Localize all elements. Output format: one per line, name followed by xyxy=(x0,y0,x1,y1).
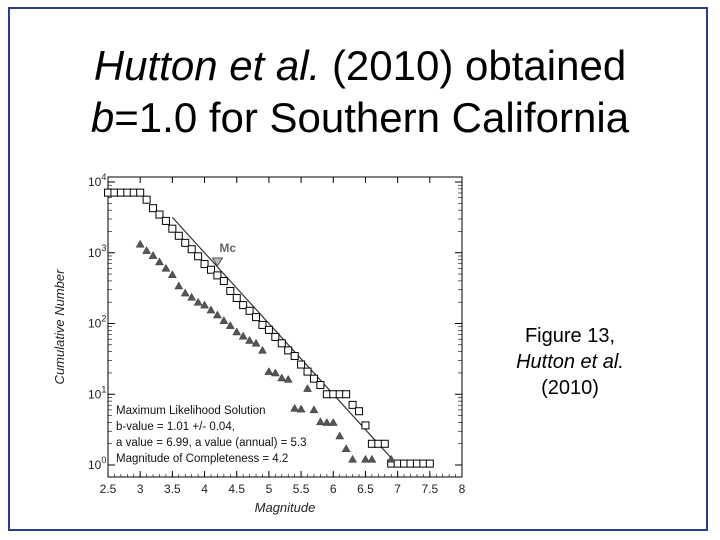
legend-line-2: b-value = 1.01 +/- 0.04, xyxy=(116,421,235,433)
data-point-square xyxy=(356,408,363,415)
x-tick-label: 2.5 xyxy=(99,482,117,496)
legend-line-1: Maximum Likelihood Solution xyxy=(116,405,266,417)
data-point-triangle xyxy=(284,375,292,382)
title-line-2-rest: =1.0 for Southern California xyxy=(114,94,630,141)
x-tick-label: 8 xyxy=(458,482,466,496)
data-point-triangle xyxy=(329,419,337,426)
data-point-triangle xyxy=(342,445,350,452)
mc-label: Mc xyxy=(219,240,237,255)
y-axis-label: Cumulative Number xyxy=(52,269,67,385)
data-point-square xyxy=(175,232,182,239)
data-point-square xyxy=(343,391,350,398)
data-point-square xyxy=(362,422,369,429)
x-tick-label: 6.5 xyxy=(357,482,374,496)
data-point-triangle xyxy=(258,346,266,353)
data-point-square xyxy=(227,287,234,294)
mc-marker xyxy=(212,258,222,266)
data-point-square xyxy=(298,361,305,368)
data-point-triangle xyxy=(349,455,357,462)
caption-line-3: (2010) xyxy=(541,377,599,399)
data-point-triangle xyxy=(188,293,196,300)
x-tick-label: 3.5 xyxy=(164,482,181,496)
legend-line-4: Magnitude of Completeness = 4.2 xyxy=(116,453,289,465)
data-point-square xyxy=(253,314,260,321)
data-point-square xyxy=(188,246,195,253)
x-tick-label: 5 xyxy=(265,482,273,496)
data-point-square xyxy=(278,340,285,347)
y-tick-label: $10^4$ xyxy=(88,172,107,189)
data-point-triangle xyxy=(387,455,395,462)
data-point-square xyxy=(304,368,311,375)
data-point-square xyxy=(381,440,388,447)
legend-line-3: a value = 6.99, a value (annual) = 5.3 xyxy=(116,437,307,449)
data-point-triangle xyxy=(316,418,324,425)
data-point-triangle xyxy=(155,258,163,265)
x-tick-label: 4 xyxy=(201,482,208,496)
data-point-triangle xyxy=(181,289,189,296)
y-tick-label: $10^0$ xyxy=(88,455,107,472)
y-tick-label: $10^1$ xyxy=(88,384,107,402)
x-tick-label: 4.5 xyxy=(228,482,246,496)
figure-caption xyxy=(500,323,640,401)
x-tick-label: 5.5 xyxy=(292,482,310,496)
data-point-square xyxy=(426,460,433,467)
title-line-1-rest: (2010) obtained xyxy=(320,42,627,89)
data-point-triangle xyxy=(304,385,312,392)
y-tick-label: $10^2$ xyxy=(88,313,107,331)
data-point-square xyxy=(143,196,150,203)
data-point-square xyxy=(162,217,169,224)
data-point-triangle xyxy=(162,264,170,271)
x-tick-label: 7 xyxy=(394,482,401,496)
title-line-2-italic: b xyxy=(90,94,115,141)
data-point-triangle xyxy=(233,328,241,335)
data-point-triangle xyxy=(271,369,279,376)
data-point-triangle xyxy=(291,404,299,411)
x-tick-label: 7.5 xyxy=(421,482,439,496)
data-point-square xyxy=(291,353,298,360)
data-point-square xyxy=(137,189,144,196)
data-point-square xyxy=(195,253,202,260)
data-point-square xyxy=(233,295,240,302)
data-point-square xyxy=(265,326,272,333)
x-tick-label: 3 xyxy=(136,482,144,496)
data-point-triangle xyxy=(310,406,318,413)
data-point-triangle xyxy=(239,332,247,339)
data-point-square xyxy=(317,382,324,389)
data-point-triangle xyxy=(175,282,183,289)
caption-line-2: Hutton et al. xyxy=(516,351,624,373)
data-point-triangle xyxy=(246,336,254,343)
data-point-triangle xyxy=(368,455,376,462)
x-tick-label: 6 xyxy=(329,482,337,496)
data-point-square xyxy=(169,225,176,232)
data-point-triangle xyxy=(136,240,144,247)
caption-line-1: Figure 13, xyxy=(524,325,616,347)
x-axis-label: Magnitude xyxy=(254,500,316,515)
data-point-triangle xyxy=(336,432,344,439)
data-point-triangle xyxy=(143,247,151,254)
data-point-triangle xyxy=(168,271,176,278)
data-point-triangle xyxy=(297,405,305,412)
data-point-triangle xyxy=(265,368,273,375)
title-line-1-italic: Hutton et al. xyxy=(93,42,321,89)
data-point-square xyxy=(220,278,227,285)
y-tick-label: $10^3$ xyxy=(88,242,107,260)
